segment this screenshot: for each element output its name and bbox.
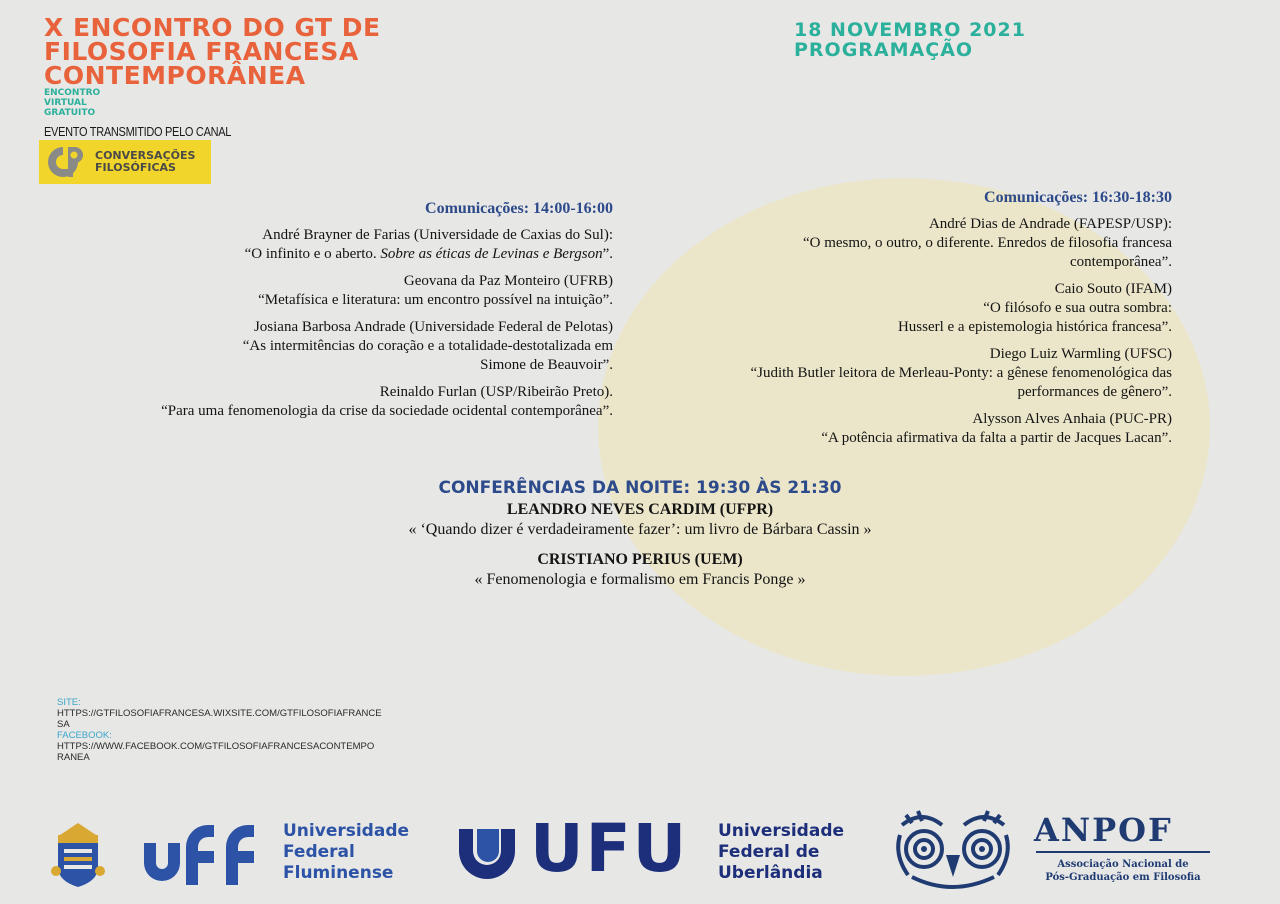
session-heading: Comunicações: 14:00-16:00 <box>425 200 613 217</box>
university-crest-icon <box>50 819 106 891</box>
talk-title: « ‘Quando dizer é verdadeiramente fazer’: um livro de Bárbara Cassin » <box>408 521 872 538</box>
event-tag: ENCONTRO VIRTUAL GRATUITO <box>44 88 101 118</box>
ufu-emblem-icon <box>455 823 521 879</box>
cf-mark-icon <box>47 143 85 181</box>
list-item: Diego Luiz Warmling (UFSC) “Judith Butler leitora de Merleau-Ponty: a gênese fenomenológica das performances de gênero”. <box>750 346 1172 400</box>
session-afternoon-2 <box>660 188 1172 448</box>
uff-name: Universidade Federal Fluminense <box>283 821 410 883</box>
conferences-heading: CONFERÊNCIAS DA NOITE: 19:30 ÀS 21:30 <box>438 478 842 498</box>
list-item: André Brayner de Farias (Universidade de Caxias do Sul): “O infinito e o aberto. Sobre as éticas de Levinas e Bergson”. <box>244 227 613 262</box>
anpof-abbreviation: ANPOF <box>1034 811 1173 849</box>
event-date: 18 NOVEMBRO 2021 PROGRAMAÇÃO <box>794 19 1026 61</box>
speaker-name: LEANDRO NEVES CARDIM (UFPR) <box>506 501 774 518</box>
event-title: X ENCONTRO DO GT DE FILOSOFIA FRANCESA CONTEMPORÂNEA <box>44 13 381 90</box>
cf-logo-text: CONVERSAÇÕES FILOSÓFICAS <box>95 149 196 174</box>
evening-conferences <box>0 476 1280 590</box>
uff-logo-icon <box>140 821 275 887</box>
session-afternoon-1 <box>80 199 613 421</box>
list-item: Caio Souto (IFAM) “O filósofo e sua outra sombra: Husserl e a epistemologia histórica francesa”. <box>897 281 1172 335</box>
list-item: Geovana da Paz Monteiro (UFRB) “Metafísica e literatura: um encontro possível na intuição”. <box>258 273 613 308</box>
speaker-name: CRISTIANO PERIUS (UEM) <box>537 551 743 568</box>
sponsor-logos <box>0 805 1280 904</box>
list-item: Alysson Alves Anhaia (PUC-PR) “A potência afirmativa da falta a partir de Jacques Lacan”. <box>821 411 1172 446</box>
list-item: Josiana Barbosa Andrade (Universidade Federal de Pelotas) “As intermitências do coração e a totalidade-destotalizada em Simone de Beauvoir”. <box>242 319 613 373</box>
anpof-name: Associação Nacional de Pós-Graduação em Filosofia <box>1045 859 1201 883</box>
session-heading: Comunicações: 16:30-18:30 <box>984 189 1172 206</box>
ufu-abbreviation: UFU <box>530 810 689 887</box>
list-item: Reinaldo Furlan (USP/Ribeirão Preto). “Para uma fenomenologia da crise da sociedade ocidental contemporânea”. <box>161 384 613 419</box>
conversacoes-filosoficas-logo <box>39 140 211 184</box>
ufu-name: Universidade Federal de Uberlândia <box>718 821 845 883</box>
anpof-owl-icon <box>892 805 1014 895</box>
list-item: André Dias de Andrade (FAPESP/USP): “O mesmo, o outro, o diferente. Enredos de filosofia francesa contemporânea”. <box>802 216 1172 270</box>
anpof-divider <box>1036 851 1210 853</box>
contact-links: SITE: HTTPS://GTFILOSOFIAFRANCESA.WIXSITE.COM/GTFILOSOFIAFRANCE SA FACEBOOK: HTTPS://WWW.FACEBOOK.COM/GTFILOSOFIAFRANCESACONTEMPO RANEA <box>57 697 382 763</box>
talk-title: « Fenomenologia e formalismo em Francis Ponge » <box>474 571 806 588</box>
facebook-link[interactable]: HTTPS://WWW.FACEBOOK.COM/GTFILOSOFIAFRANCESACONTEMPO <box>57 741 375 752</box>
channel-label: EVENTO TRANSMITIDO PELO CANAL <box>44 125 232 140</box>
site-link[interactable]: HTTPS://GTFILOSOFIAFRANCESA.WIXSITE.COM/GTFILOSOFIAFRANCE <box>57 708 382 719</box>
